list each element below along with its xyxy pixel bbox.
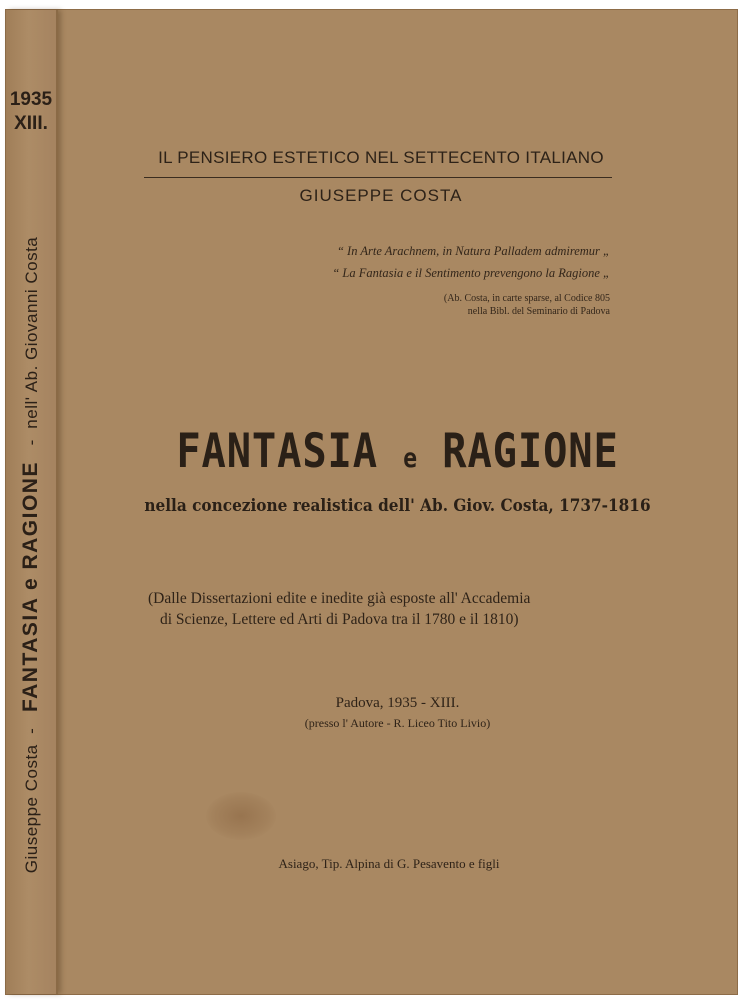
front-cover (58, 10, 737, 994)
main-title-word: RAGIONE (442, 424, 619, 479)
divider-rule (144, 177, 612, 178)
note-line: di Scienze, Lettere ed Arti di Padova tra il 1780 e il 1810) (160, 611, 519, 628)
spine-separator: - (22, 433, 41, 456)
epigraph-source: (Ab. Costa, in carte sparse, al Codice 805 (443, 293, 610, 304)
epigraph-source: nella Bibl. del Seminario di Padova (467, 306, 610, 317)
note-line: (Dalle Dissertazioni edite e inedite già esposte all' Accademia (148, 590, 531, 607)
series-title: IL PENSIERO ESTETICO NEL SETTECENTO ITALIANO (158, 148, 604, 167)
spine-year: 1935 (9, 89, 53, 110)
main-title (106, 424, 690, 479)
subtitle: nella concezione realistica dell' Ab. Giov. Costa, 1737-1816 (144, 496, 651, 516)
main-title-conjunction: e (403, 443, 418, 474)
epigraph-line: “ In Arte Arachnem, in Natura Palladem admiremur „ (336, 244, 610, 258)
spine-era: XIII. (14, 113, 48, 134)
book-spine (6, 10, 58, 994)
epigraph-line: “ La Fantasia e il Sentimento prevengono la Ragione „ (332, 266, 610, 280)
author-name: GIUSEPPE COSTA (299, 186, 463, 205)
provenance-note (148, 588, 648, 630)
main-title-word: FANTASIA (176, 424, 378, 479)
spine-title: FANTASIA e RAGIONE (19, 461, 42, 713)
book-cover (6, 10, 737, 994)
printer-line: Asiago, Tip. Alpina di G. Pesavento e figli (278, 856, 500, 871)
imprint: Padova, 1935 - XIII. (335, 695, 460, 711)
spine-year-block (6, 88, 56, 136)
imprint-detail: (presso l' Autore - R. Liceo Tito Livio) (304, 716, 491, 730)
spine-author: Giuseppe Costa (22, 744, 41, 874)
spine-subject: nell' Ab. Giovanni Costa (22, 236, 41, 429)
spine-separator: - (22, 717, 41, 740)
paper-stain (206, 792, 276, 840)
spine-title-line (19, 237, 43, 874)
